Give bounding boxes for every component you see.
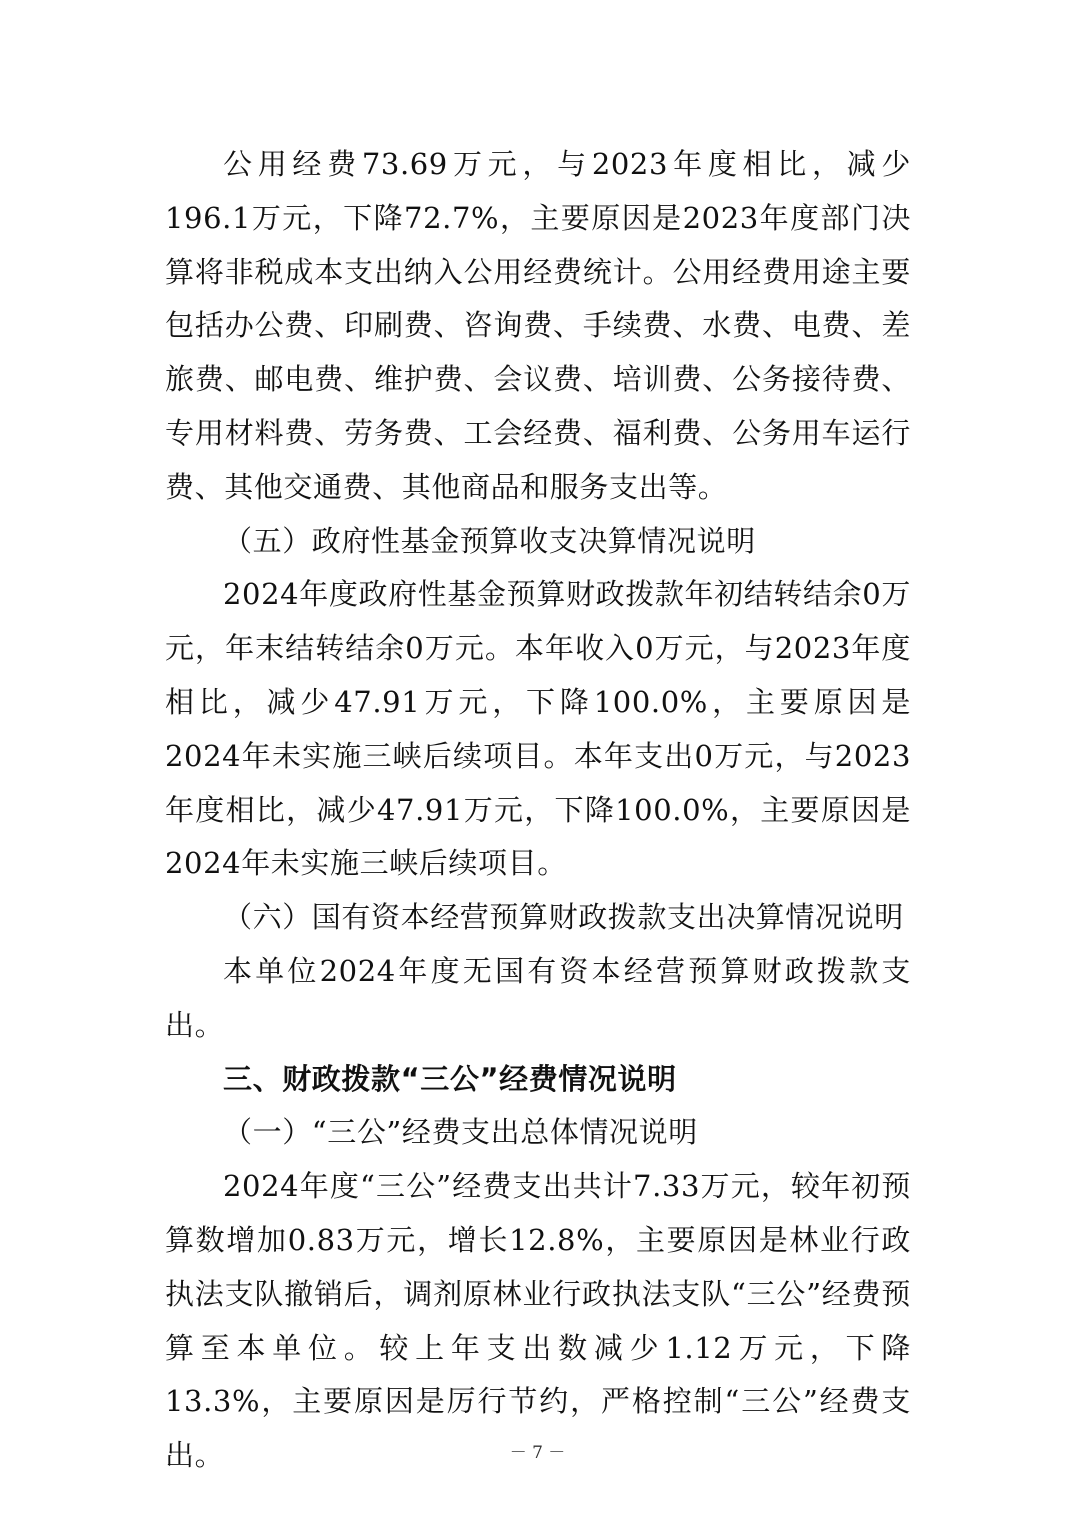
paragraph-public-expenses: 公用经费73.69万元，与2023年度相比，减少196.1万元，下降72.7%，主要原因是2023年度部门决算将非税成本支出纳入公用经费统计。公用经费用途主要包括办公费、印刷费、咨询费、手续费、水费、电费、差旅费、邮电费、维护费、会议费、培训费、公务接待费、专用材料费、劳务费、工会经费、福利费、公务用车运行费、其他交通费、其他商品和服务支出等。 — [165, 147, 911, 504]
page-number: － 7 － — [509, 1443, 566, 1463]
paragraph-government-fund: 2024年度政府性基金预算财政拨款年初结转结余0万元，年末结转结余0万元。本年收入0万元，与2023年度相比，减少47.91万元，下降100.0%，主要原因是2024年未实施三峡后续项目。本年支出0万元，与2023年度相比，减少47.91万元，下降100.0%，主要原因是2024年未实施三峡后续项目。 — [165, 577, 911, 881]
paragraph-state-capital: 本单位2024年度无国有资本经营预算财政拨款支出。 — [165, 953, 911, 1042]
section-heading-government-fund: （五）政府性基金预算收支决算情况说明 — [223, 523, 756, 558]
section-heading-state-capital: （六）国有资本经营预算财政拨款支出决算情况说明 — [223, 900, 904, 935]
paragraph-three-public-overview: 2024年度“三公”经费支出共计7.33万元，较年初预算数增加0.83万元，增长12.8%，主要原因是林业行政执法支队撤销后，调剂原林业行政执法支队“三公”经费预算至本单位。较上年支出数减少1.12万元，下降13.3%，主要原因是厉行节约，严格控制“三公”经费支出。 — [165, 1169, 911, 1473]
chapter-heading-three-public: 三、财政拨款“三公”经费情况说明 — [223, 1061, 677, 1096]
section-heading-three-public-overview: （一）“三公”经费支出总体情况说明 — [223, 1115, 698, 1150]
document-body — [165, 138, 911, 1483]
